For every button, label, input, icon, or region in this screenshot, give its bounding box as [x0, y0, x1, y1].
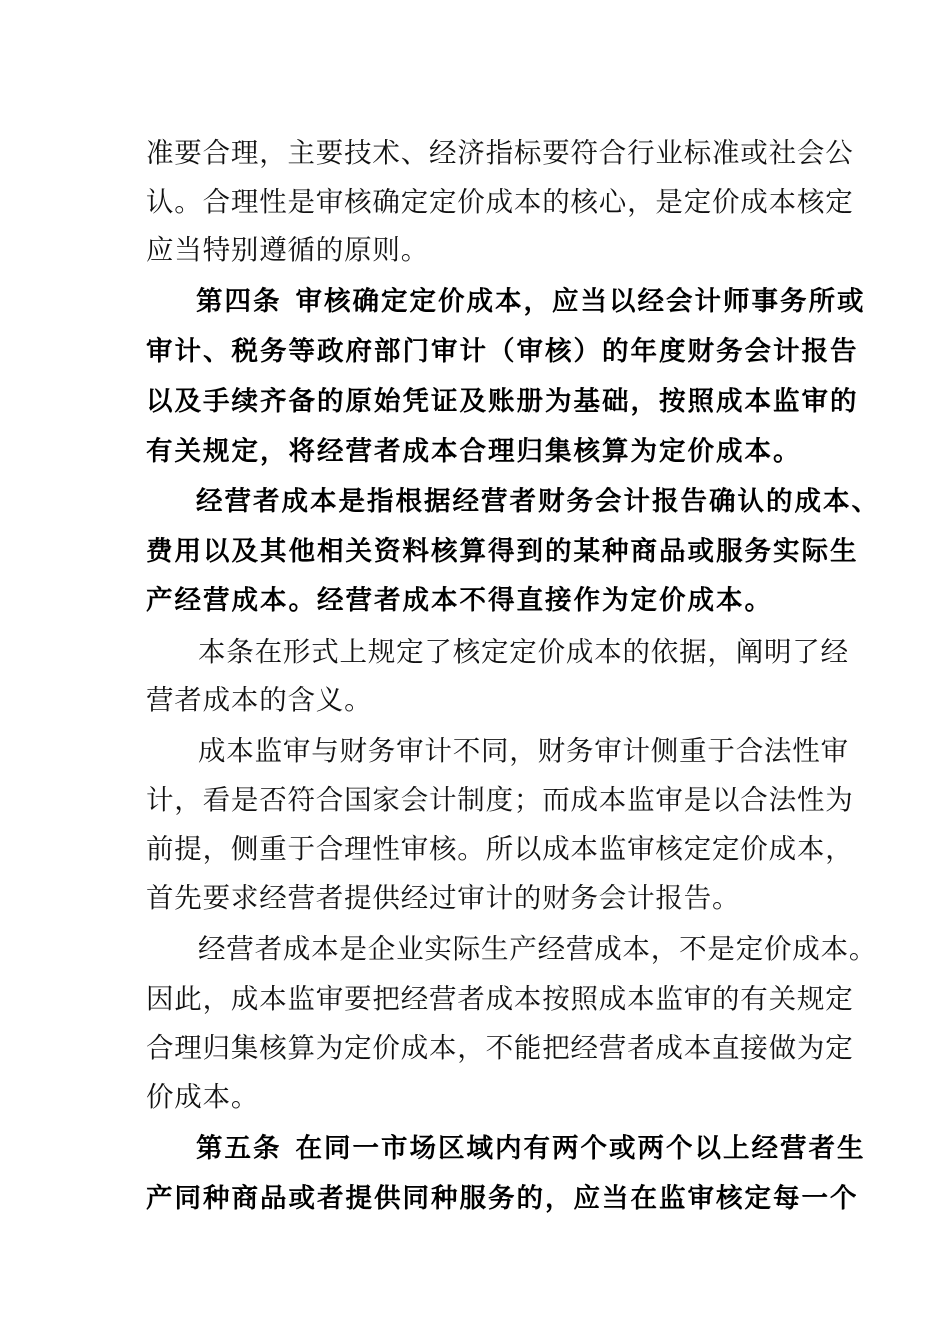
- article-4-label: 第四条: [196, 286, 282, 317]
- article-5-text: 在同一市场区域内有两个或两个以上经营者生: [295, 1133, 866, 1164]
- text-line: 本条在形式上规定了核定定价成本的依据，阐明了经: [198, 636, 849, 668]
- text-line: 产经营成本。经营者成本不得直接作为定价成本。: [146, 585, 773, 616]
- text-line: 经营者成本是指根据经营者财务会计报告确认的成本、: [196, 486, 880, 517]
- text-line: 准要合理，主要技术、经济指标要符合行业标准或社会公: [146, 137, 854, 169]
- text-line: 因此，成本监审要把经营者成本按照成本监审的有关规定: [146, 983, 854, 1015]
- text-line: 前提，侧重于合理性审核。所以成本监审核定定价成本，: [146, 833, 854, 865]
- text-line: 合理归集核算为定价成本，不能把经营者成本直接做为定: [146, 1032, 854, 1064]
- text-line: 产同种商品或者提供同种服务的，应当在监审核定每一个: [146, 1183, 859, 1214]
- text-line: 成本监审与财务审计不同，财务审计侧重于合法性审: [198, 735, 849, 767]
- text-line: 价成本。: [146, 1081, 260, 1113]
- text-line: 费用以及其他相关资料核算得到的某种商品或服务实际生: [146, 536, 859, 567]
- text-line: 审计、税务等政府部门审计（审核）的年度财务会计报告: [146, 336, 859, 367]
- text-line: 计，看是否符合国家会计制度；而成本监审是以合法性为: [146, 784, 854, 816]
- text-line: 首先要求经营者提供经过审计的财务会计报告。: [146, 882, 741, 914]
- text-line: 经营者成本是企业实际生产经营成本，不是定价成本。: [198, 933, 878, 965]
- text-line: 有关规定，将经营者成本合理归集核算为定价成本。: [146, 436, 802, 467]
- text-line: 认。合理性是审核确定定价成本的核心，是定价成本核定: [146, 186, 854, 218]
- article-5-first-line: [196, 1132, 866, 1166]
- article-4-first-line: [196, 285, 866, 319]
- article-5-label: 第五条: [196, 1133, 282, 1164]
- article-4-text: 审核确定定价成本，应当以经会计师事务所或: [295, 286, 866, 317]
- text-line: 以及手续齐备的原始凭证及账册为基础，按照成本监审的: [146, 386, 859, 417]
- text-line: 营者成本的含义。: [146, 684, 373, 716]
- text-line: 应当特别遵循的原则。: [146, 234, 429, 266]
